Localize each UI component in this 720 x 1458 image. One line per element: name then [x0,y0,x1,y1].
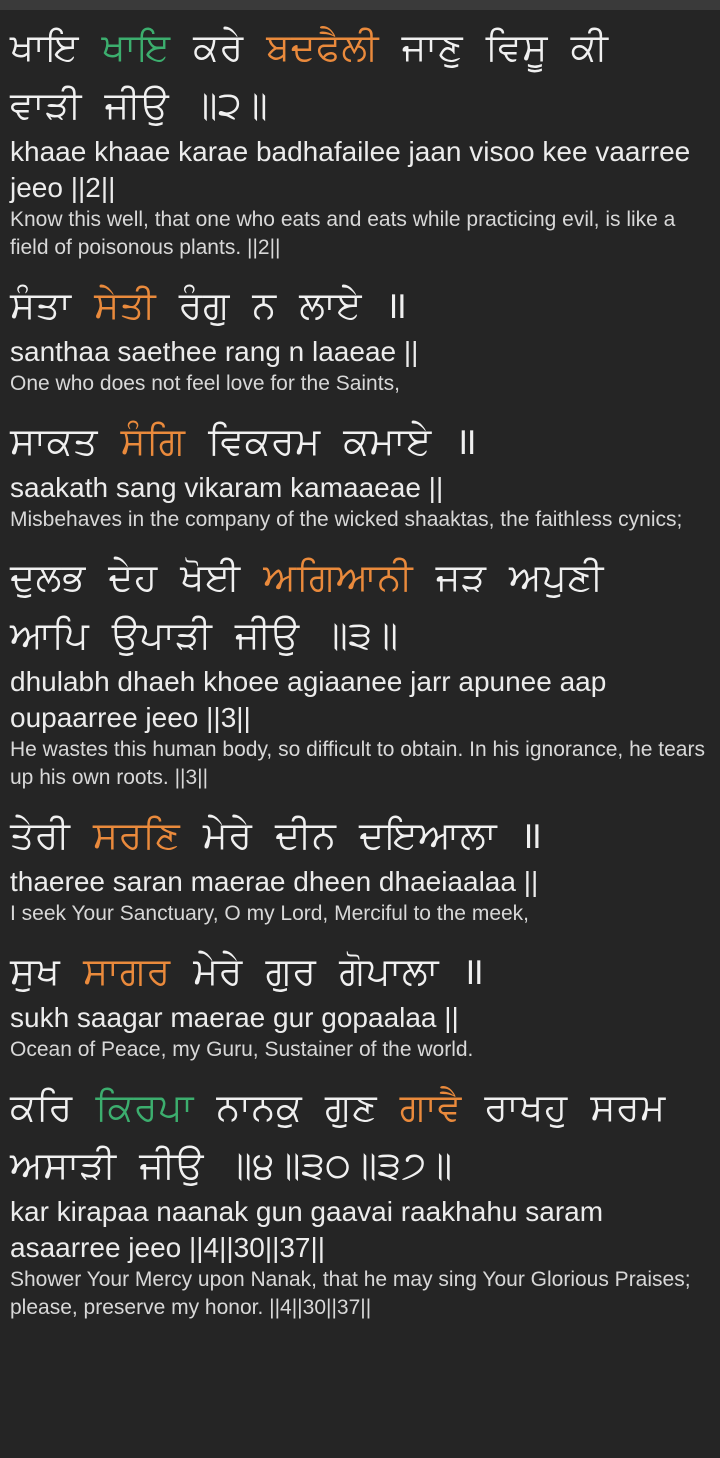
verse-block[interactable] [10,548,712,792]
gurmukhi-word-highlighted: ਅਗਿਆਨੀ [263,555,414,599]
gurmukhi-word-highlighted: ਸਾਗਰ [83,949,171,993]
transliteration-line: dhulabh dhaeh khoee agiaanee jarr apunee aap oupaarree jeeo ||3|| [10,666,607,733]
gurmukhi-word: ਰਾਖਹੁ [484,1085,568,1129]
gurmukhi-word: ॥ [454,419,478,463]
gurmukhi-word: ਦੇਹ [108,555,158,599]
verse-block[interactable] [10,942,712,1064]
gurmukhi-word: ਦਇਆਲਾ [358,813,498,857]
verse-list [10,18,712,1336]
verse-block[interactable] [10,276,712,398]
gurmukhi-word-highlighted: ਸੇਤੀ [94,283,157,327]
gurmukhi-word: ਸੰਤਾ [10,283,72,327]
gurmukhi-word: ਦੁਲਭ [10,555,86,599]
gurmukhi-word: ॥੩॥ [322,613,399,657]
gurmukhi-word: ਜੀਉ [234,613,300,657]
gurmukhi-word: ਉਪਾੜੀ [111,613,213,657]
verse-block[interactable] [10,806,712,928]
gurmukhi-word: ਗੁਣ [324,1085,378,1129]
transliteration-line: thaeree saran maerae dheen dhaeiaalaa || [10,866,539,897]
gurmukhi-word: ਰੰਗੁ [178,283,230,327]
transliteration-line: sukh saagar maerae gur gopaalaa || [10,1002,459,1033]
gurmukhi-line [10,942,712,1000]
gurmukhi-word: ਮੇਰੇ [193,949,243,993]
gurmukhi-word: ਗੁਰ [265,949,317,993]
gurmukhi-word: ਵਿਕਰਮ [208,419,321,463]
gurmukhi-word-highlighted: ਗਾਵੈ [399,1085,462,1129]
gurmukhi-word: ਵਿਸੂ [485,25,548,69]
transliteration-line: kar kirapaa naanak gun gaavai raakhahu saram asaarree jeeo ||4||30||37|| [10,1196,604,1263]
gurmukhi-word-highlighted: ਬਦਫੈਲੀ [266,25,380,69]
translation-line: Ocean of Peace, my Guru, Sustainer of the world. [10,1038,474,1061]
transliteration-line: saakath sang vikaram kamaaeae || [10,472,444,503]
gurmukhi-word: ਨ [252,283,277,327]
gurmukhi-word: ਖਾਇ [10,25,79,69]
verse-block[interactable] [10,1078,712,1322]
gurmukhi-word: ਮੇਰੇ [202,813,253,857]
gurmukhi-word: ॥ [384,283,408,327]
gurmukhi-line [10,412,712,470]
gurmukhi-word: ਲਾਏ [299,283,363,327]
gurmukhi-word: ਗੋਪਾਲਾ [339,949,439,993]
gurmukhi-word-highlighted: ਸੰਗਿ [120,419,186,463]
gurmukhi-word: ਜੀਉ [139,1143,204,1187]
gurmukhi-line [10,18,712,134]
gurmukhi-word: ॥ [461,949,485,993]
gurmukhi-word: ਸਰਮ [590,1085,666,1129]
translation-line: Misbehaves in the company of the wicked shaaktas, the faithless cynics; [10,508,683,531]
gurmukhi-word: ਕਰੇ [193,25,244,69]
gurmukhi-word: ਆਪਿ [10,613,90,657]
translation-line: I seek Your Sanctuary, O my Lord, Merciful to the meek, [10,902,530,925]
gurmukhi-word: ॥੨॥ [191,83,269,127]
gurmukhi-word: ਕਰਿ [10,1085,73,1129]
gurmukhi-word: ਸੁਖ [10,949,61,993]
gurmukhi-line [10,276,712,334]
verse-block[interactable] [10,412,712,534]
gurmukhi-line [10,548,712,664]
gurmukhi-word: ਦੀਨ [275,813,337,857]
top-status-strip [0,0,720,10]
translation-line: Know this well, that one who eats and eats while practicing evil, is like a field of poisonous plants. ||2|| [10,208,676,259]
gurmukhi-word-highlighted: ਸਰਣਿ [92,813,181,857]
translation-line: Shower Your Mercy upon Nanak, that he may sing Your Glorious Praises; please, preserve my honor. ||4||30||37|| [10,1268,691,1319]
transliteration-line: khaae khaae karae badhafailee jaan visoo kee vaarree jeeo ||2|| [10,136,691,203]
gurmukhi-word: ਅਸਾੜੀ [10,1143,117,1187]
gurmukhi-word: ਸਾਕਤ [10,419,98,463]
gurmukhi-word-highlighted: ਖਾਇ [101,25,171,69]
gurmukhi-word: ਜੜ [435,555,487,599]
gurmukhi-word: ਤੇਰੀ [10,813,71,857]
gurmukhi-word-highlighted: ਕਿਰਪਾ [95,1085,194,1129]
gurmukhi-word: ॥੪॥੩੦॥੩੭॥ [226,1143,453,1187]
gurmukhi-word: ॥ [519,813,543,857]
gurmukhi-word: ਕੀ [570,25,609,69]
gurmukhi-line [10,1078,712,1194]
gurmukhi-line [10,806,712,864]
verse-block[interactable] [10,18,712,262]
gurmukhi-word: ਜਾਣੁ [401,25,464,69]
gurmukhi-word: ਕਮਾਏ [343,419,432,463]
gurmukhi-word: ਵਾੜੀ [10,83,82,127]
translation-line: One who does not feel love for the Saints, [10,372,400,395]
gurmukhi-word: ਅਪੁਣੀ [509,555,604,599]
translation-line: He wastes this human body, so difficult to obtain. In his ignorance, he tears up his own roots. ||3|| [10,738,705,789]
gurmukhi-word: ਖੋਈ [180,555,241,599]
transliteration-line: santhaa saethee rang n laaeae || [10,336,419,367]
gurmukhi-word: ਨਾਨਕੁ [216,1085,303,1129]
gurmukhi-word: ਜੀਉ [104,83,170,127]
